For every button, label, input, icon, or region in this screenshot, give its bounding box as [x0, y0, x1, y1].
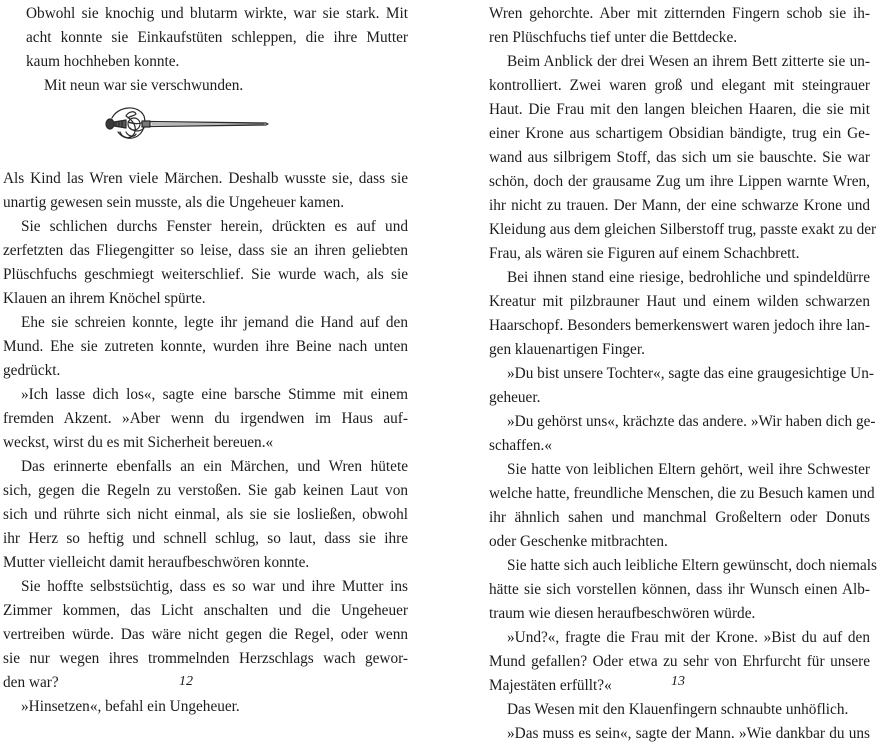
text-line: Sie hoffte selbstsüchtig, dass es so war und ihre Mutter ins — [21, 578, 408, 595]
left-page — [0, 0, 436, 715]
text-line: Das Wesen mit den Klauenfingern schnaubte unhöflich. — [507, 701, 849, 718]
text-line: welche hatte, freundliche Menschen, die zu Besuch kamen und — [489, 485, 875, 502]
text-line: zerfetzten das Fliegengitter so leise, dass sie an ihren geliebten — [3, 242, 408, 259]
text-line: sich und rührte sich nicht einmal, als sie sie losließen, obwohl — [3, 506, 408, 523]
text-line: acht konnte sie Einkaufstüten schleppen, die ihre Mutter — [26, 29, 408, 46]
text-line: Haut. Die Frau mit den langen bleichen Haaren, die sie mit — [489, 101, 870, 118]
text-line: wand aus silbrigem Stoff, das sich um sie bauschte. Sie war — [489, 149, 870, 166]
text-line: Majestäten erfüllt?« — [489, 677, 612, 694]
text-line: »Du gehörst uns«, krächzte das andere. »Wir haben dich ge- — [507, 413, 876, 430]
text-line: gedrückt. — [3, 362, 61, 379]
text-line: Frau, als wären sie Figuren auf einem Schachbrett. — [489, 245, 800, 262]
text-line: »Und?«, fragte die Frau mit der Krone. »Bist du auf den — [507, 629, 870, 646]
text-line: Klauen an ihrem Knöchel spürte. — [3, 290, 206, 307]
text-line: ihr nicht zu trauen. Der Mann, der eine schwarze Krone und — [489, 197, 870, 214]
right-page — [436, 0, 877, 742]
text-line: einer Krone aus schartigem Obsidian bändigte, trug ein Ge- — [489, 125, 870, 142]
text-line: »Du bist unsere Tochter«, sagte das eine graugesichtige Un- — [507, 365, 874, 382]
text-line: Das erinnerte ebenfalls an ein Märchen, und Wren hütete — [21, 458, 408, 475]
text-line: Sie schlichen durchs Fenster herein, drückten es auf und — [21, 218, 408, 235]
text-line: Sie hatte sich auch leibliche Eltern gewünscht, doch niemals — [507, 557, 877, 574]
text-line: »Hinsetzen«, befahl ein Ungeheuer. — [21, 698, 240, 715]
text-line: Mund. Ehe sie zutreten konnte, wurden ihre Beine nach unten — [3, 338, 408, 355]
text-line: vertreiben würde. Das wäre nicht gegen die Regel, oder wenn — [3, 626, 408, 643]
text-line: »Das muss es sein«, sagte der Mann. »Wie dankbar du uns — [507, 725, 870, 742]
text-line: ihr Herz so heftig und schnell schlug, so laut, dass sie ihre — [3, 530, 408, 547]
rapier-sword-icon — [104, 102, 270, 150]
text-line: kaum hochheben konnte. — [26, 53, 180, 70]
text-line: den war? — [3, 674, 59, 691]
text-line: Zimmer kommen, das Licht anschalten und die Ungeheuer — [3, 602, 408, 619]
text-line: Wren gehorchte. Aber mit zitternden Fingern schob sie ih- — [489, 5, 870, 22]
text-line: Haarschopf. Besonders bemerkenswert waren jedoch ihre lan- — [489, 317, 870, 334]
text-line: Kleidung aus dem gleichen Silberstoff trug, passte exakt zu der — [489, 221, 877, 238]
text-line: schön, doch der grausame Zug um ihre Lippen warnte Wren, — [489, 173, 870, 190]
text-line: Mund gefallen? Oder etwa zu sehr von Ehrfurcht für unsere — [489, 653, 870, 670]
text-line: Plüschfuchs geschmiegt weiterschlief. Sie wurde wach, als sie — [3, 266, 408, 283]
text-line: traum wie diesen heraufbeschwören würde. — [489, 605, 756, 622]
text-line: Kreatur mit pilzbrauner Haut und einem wilden schwarzen — [489, 293, 870, 310]
page-number-right: 13 — [671, 674, 685, 689]
text-line: Mit neun war sie verschwunden. — [44, 77, 244, 94]
text-line: geheuer. — [489, 389, 541, 406]
text-line: fremden Akzent. »Aber wenn du irgendwen im Haus auf- — [3, 410, 408, 427]
text-line: Beim Anblick der drei Wesen an ihrem Bett zitterte sie un- — [507, 53, 870, 70]
text-line: Mutter vielleicht damit heraufbeschwören konnte. — [3, 554, 310, 571]
text-line: hätte sie sich vorstellen können, dass ihr Wunsch einen Alb- — [489, 581, 870, 598]
text-line: Ehe sie schreien konnte, legte ihr jemand die Hand auf den — [21, 314, 408, 331]
text-line: ihr ähnlich sahen und manchmal Großeltern oder Donuts — [489, 509, 870, 526]
text-line: oder Geschenke mitbrachten. — [489, 533, 668, 550]
text-line: ren Plüschfuchs tief unter die Bettdecke. — [489, 29, 738, 46]
text-line: Bei ihnen stand eine riesige, bedrohliche und spindeldürre — [507, 269, 870, 286]
text-line: sich, gegen die Regeln zu verstoßen. Sie gab keinen Laut von — [3, 482, 408, 499]
text-line: kontrolliert. Zwei waren groß und elegant mit steingrauer — [489, 77, 870, 94]
text-line: sie nur wegen ihres trommelnden Herzschlags wach gewor- — [3, 650, 408, 667]
text-line: gen klauenartigen Finger. — [489, 341, 645, 358]
text-line: weckst, wirst du es mit Sicherheit bereuen.« — [3, 434, 274, 451]
text-line: »Ich lasse dich los«, sagte eine barsche Stimme mit einem — [21, 386, 408, 403]
text-line: Sie hatte von leiblichen Eltern gehört, weil ihre Schwester — [507, 461, 870, 478]
text-line: schaffen.« — [489, 437, 553, 454]
text-line: Als Kind las Wren viele Märchen. Deshalb wusste sie, dass sie — [3, 170, 408, 187]
text-line: Obwohl sie knochig und blutarm wirkte, war sie stark. Mit — [26, 5, 408, 22]
page-number-left: 12 — [179, 674, 193, 689]
text-line: unartig gewesen sein musste, als die Ungeheuer kamen. — [3, 194, 345, 211]
